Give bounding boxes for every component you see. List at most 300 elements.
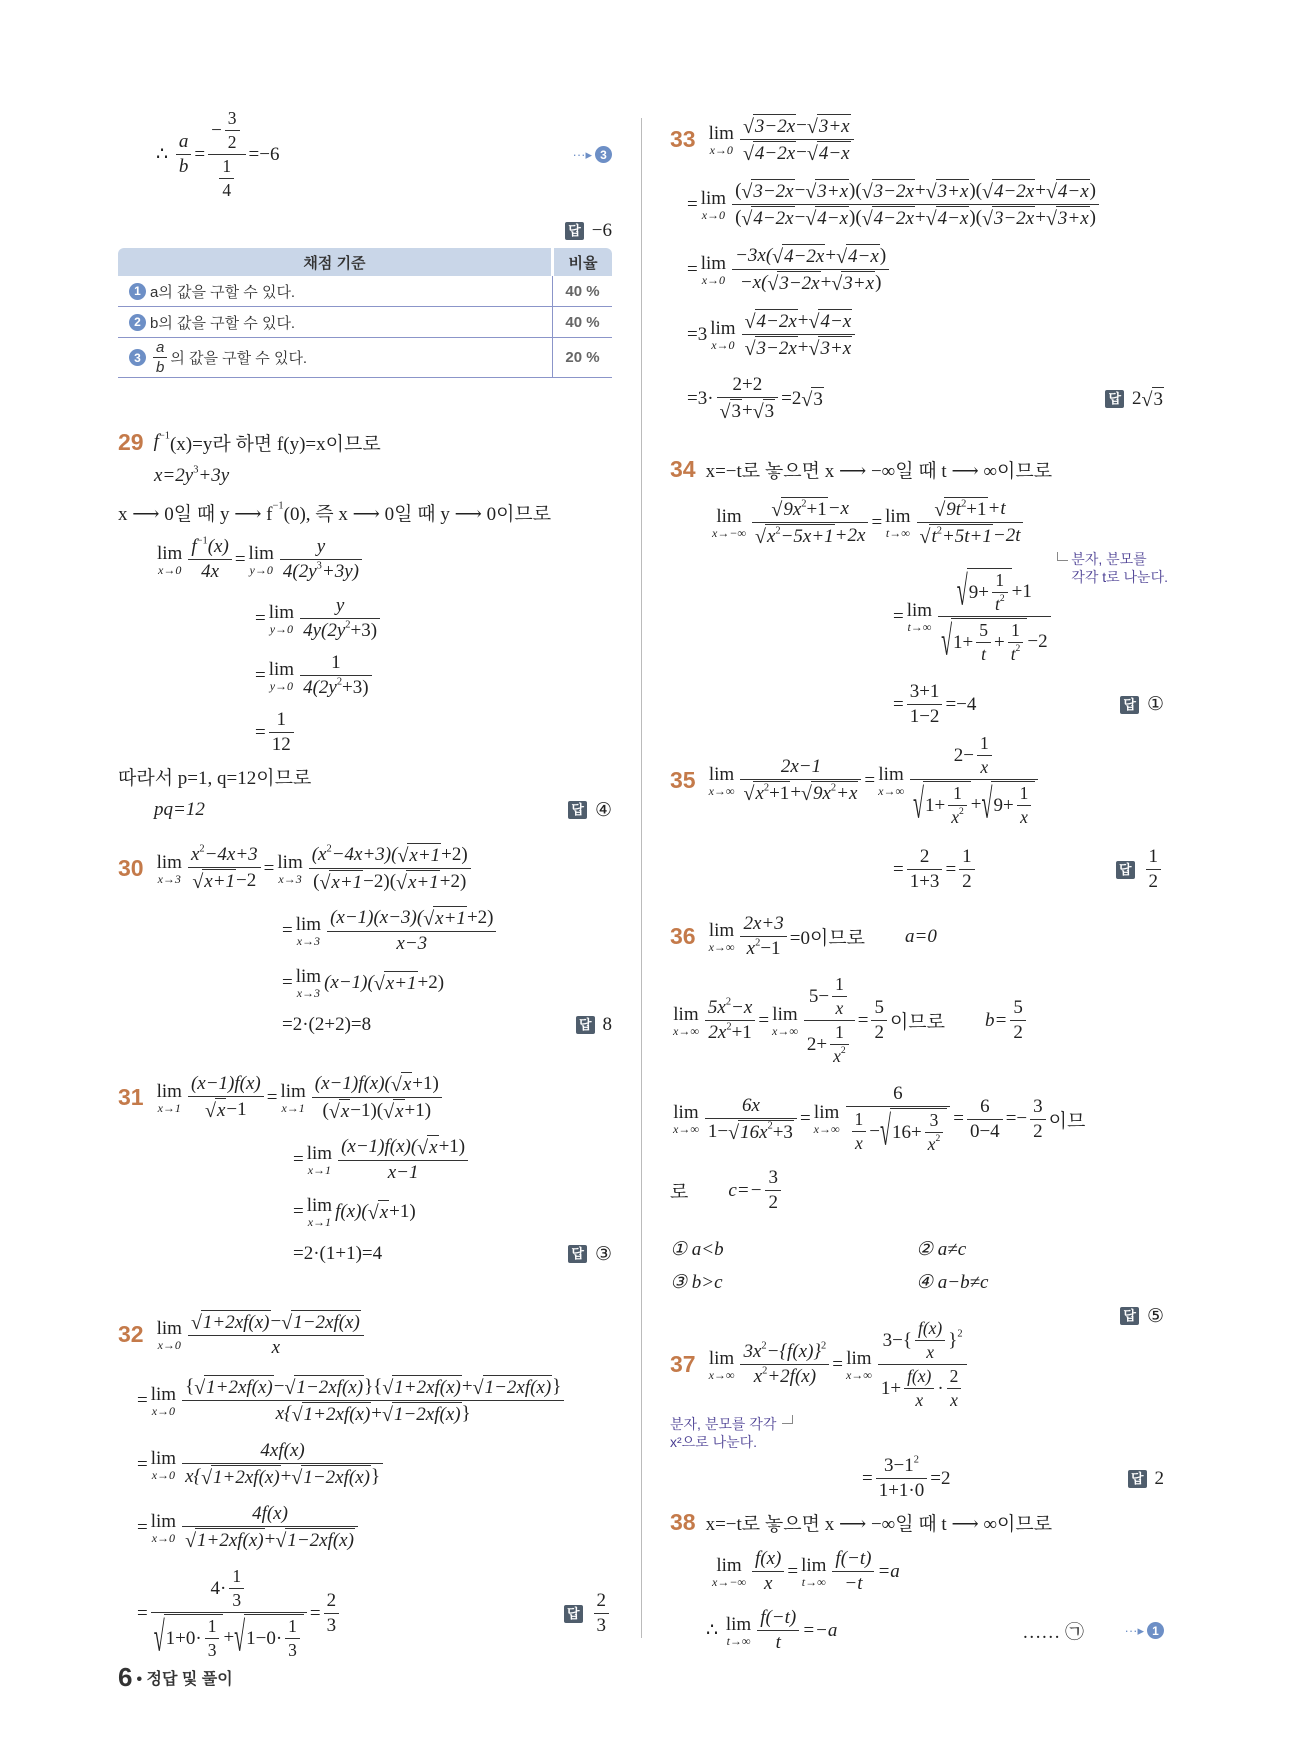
math-text: 3 [1033, 1095, 1043, 1117]
math-text: = [255, 664, 266, 686]
lim-word: lim [306, 1142, 333, 1164]
solution-line [137, 1375, 612, 1426]
math-text: (x−1)( [324, 972, 374, 993]
radicand-text: 3−2x [993, 208, 1035, 229]
math-text: } [461, 1403, 471, 1424]
math-text: x{ [275, 1403, 292, 1424]
limit-operator [814, 1103, 840, 1135]
math-text: 3−1 [884, 1455, 914, 1476]
lim-word: lim [725, 1613, 752, 1635]
lim-word: lim [710, 317, 736, 339]
math-text: + [914, 180, 926, 201]
math-text: +2) [417, 972, 445, 993]
math-text: = [758, 1009, 770, 1031]
radical-sign-icon: √ [880, 1108, 891, 1156]
math-group [735, 244, 886, 268]
numerator [832, 1548, 874, 1571]
lim-subscript: x→∞ [772, 1023, 798, 1038]
math-text: =3· [687, 387, 714, 409]
square-root [728, 1120, 794, 1144]
math-group [154, 1072, 445, 1123]
math-text: = [255, 607, 266, 629]
math-text: 5 [979, 620, 988, 640]
math-group [893, 568, 1054, 665]
radicand-text: 4−2x [784, 246, 825, 267]
step-number-icon: 1 [129, 283, 146, 300]
square-root [831, 271, 875, 295]
fraction [208, 108, 245, 201]
numerator [314, 536, 328, 559]
radicand [992, 179, 1035, 203]
radical-sign-icon: √ [744, 338, 756, 361]
math-text: = [687, 193, 698, 215]
radicand [211, 1465, 281, 1489]
math-text: ⑤ [1146, 1305, 1164, 1327]
radical-sign-icon: √ [744, 311, 756, 334]
math-group [670, 974, 1029, 1067]
lim-word: lim [157, 542, 183, 564]
fraction [907, 846, 943, 893]
superscript: 2 [913, 1454, 919, 1466]
math-group [743, 141, 851, 165]
table-row [118, 338, 612, 378]
lim-word: lim [878, 763, 904, 785]
denominator [225, 130, 240, 153]
numerator [333, 595, 347, 618]
page-footer [118, 1662, 233, 1693]
math-text: 1+ [953, 631, 974, 653]
lim-subscript: x→0 [701, 207, 726, 222]
answer-label-icon: 답 [1120, 696, 1139, 714]
lim-word: lim [708, 1347, 735, 1369]
math-text: ) [1089, 180, 1096, 201]
math-text: 5 [1013, 997, 1023, 1018]
problem-number: 37 [670, 1351, 696, 1377]
math-text: (x)=y라 하면 f(y)=x이므로 [169, 433, 381, 455]
math-text: ( [313, 871, 320, 892]
math-text: 0−4 [969, 1120, 1000, 1142]
math-text: = [953, 1108, 964, 1129]
superscript: 2 [961, 498, 967, 510]
radicand-text: 1+2xf(x) [213, 1467, 280, 1488]
math-text: x [766, 526, 776, 547]
lim-word: lim [280, 1080, 306, 1102]
numerator [309, 843, 471, 868]
denominator [832, 1571, 874, 1595]
step-number-icon: 3 [595, 146, 612, 163]
denominator [907, 704, 943, 728]
radicand [401, 1072, 412, 1096]
radicand-text: 3+x [1057, 208, 1089, 229]
math-text: (x) [207, 536, 229, 557]
denominator [915, 1340, 945, 1363]
superscript: 2 [830, 782, 837, 794]
math-text: =2 [781, 387, 802, 409]
radicand-text: 3+x [817, 181, 849, 202]
superscript: 3 [316, 560, 322, 572]
square-root [741, 179, 794, 203]
radicand [195, 1528, 265, 1552]
math-group [246, 1616, 303, 1661]
step-marker [1124, 1622, 1164, 1639]
square-root [397, 843, 441, 867]
radical-sign-icon: √ [754, 526, 766, 549]
math-text: = [832, 1353, 843, 1375]
fraction [830, 1022, 849, 1067]
lim-subscript: x→∞ [708, 939, 735, 954]
lim-subscript: x→∞ [813, 1122, 840, 1136]
math-text: = [864, 769, 876, 791]
denominator [285, 1638, 300, 1661]
math-text: ∴ [706, 1620, 723, 1641]
math-text: =2·(2+2)=8 [282, 1014, 372, 1035]
math-text: ③ [594, 1243, 612, 1265]
math-text: 4xf(x) [260, 1440, 305, 1461]
square-root [382, 1402, 462, 1426]
lim-subscript: t→∞ [885, 525, 910, 540]
fraction [182, 1375, 564, 1426]
math-text: 2 [874, 1022, 884, 1043]
square-root [982, 206, 1035, 230]
square-root [805, 179, 849, 203]
numerator [907, 681, 943, 704]
side-note-line: 각각 t로 나눈다. [1071, 569, 1168, 585]
radicand [730, 399, 743, 423]
math-text: x [926, 1342, 934, 1362]
radicand-text: 3+x [818, 116, 850, 137]
radicand [765, 524, 835, 548]
problem-31-solution [118, 1072, 612, 1268]
fraction [732, 244, 889, 295]
math-text: a [178, 131, 189, 152]
lim-subscript: y→0 [269, 621, 294, 636]
math-text: = [137, 1602, 148, 1624]
lim-subscript: x→3 [296, 986, 321, 1000]
denominator [182, 1463, 383, 1489]
math-text: −4x+3)( [331, 844, 398, 865]
math-text: −1)( [350, 1100, 384, 1121]
math-text: = [194, 143, 206, 165]
math-text: f(x) [918, 1318, 943, 1338]
math-group [118, 763, 311, 790]
radicand-text: 4−x [937, 208, 969, 229]
solution-line [118, 1072, 612, 1123]
denominator [1010, 1020, 1026, 1044]
lim-word: lim [708, 919, 735, 941]
radical-sign-icon: √ [742, 116, 754, 139]
fraction [300, 652, 372, 699]
square-root [836, 244, 880, 268]
solution-line [709, 1548, 1164, 1595]
math-text: = [871, 511, 883, 533]
math-text: =−4 [945, 693, 977, 715]
denominator [153, 357, 167, 376]
radicand-text: 4−x [1057, 181, 1089, 202]
math-text: +3y [198, 465, 230, 486]
math-text: = [266, 1086, 278, 1108]
math-text: t [994, 594, 1000, 614]
math-text: 3x [743, 1341, 762, 1362]
numerator [890, 1083, 906, 1106]
answer-label-icon: 답 [1128, 1470, 1147, 1488]
math-text: ④ [594, 799, 612, 821]
radical-sign-icon: √ [1045, 208, 1057, 231]
superscript: 2 [345, 619, 351, 631]
math-text: )( [969, 180, 983, 201]
math-text: } [552, 1376, 562, 1397]
square-root [194, 1375, 274, 1399]
math-text: − [869, 1120, 880, 1142]
radicand [815, 206, 849, 230]
math-text: −1 [760, 938, 781, 959]
superscript: 2 [755, 937, 761, 949]
fraction [917, 497, 1024, 548]
math-text: 이므로 [889, 1012, 945, 1033]
math-text: 5 [874, 997, 884, 1018]
radicand-text: 1+2xf(x) [202, 1312, 270, 1333]
math-text: − [211, 119, 222, 141]
fraction [705, 1095, 797, 1144]
superscript: 2 [936, 525, 942, 537]
answer-label-icon: 답 [568, 801, 587, 819]
math-text: 2 [1013, 1022, 1023, 1043]
math-text: 2 [227, 132, 237, 152]
math-text: =−a [802, 1619, 838, 1641]
math-text: +3y) [321, 561, 359, 582]
math-text: = [309, 1602, 321, 1624]
solution-line [293, 1135, 612, 1184]
solution-line [293, 1240, 612, 1268]
radicand-text: x+1 [408, 872, 439, 893]
radicand [890, 1108, 947, 1155]
solution-line [706, 1607, 1164, 1654]
lim-subscript: x→0 [151, 1530, 176, 1545]
solution-line [282, 1011, 612, 1039]
fraction [742, 309, 856, 360]
radicand [384, 971, 418, 995]
header-ratio: 비율 [553, 248, 613, 276]
fraction [219, 156, 234, 201]
math-group [735, 206, 1096, 230]
math-group [283, 561, 359, 583]
radicand [406, 870, 440, 894]
numerator [1146, 846, 1162, 869]
math-text: x [763, 1573, 773, 1594]
square-root [862, 179, 915, 203]
denominator [705, 1118, 797, 1144]
math-text: − [796, 115, 807, 136]
math-text: 4 [222, 180, 232, 200]
denominator [967, 1119, 1003, 1143]
superscript: 2 [840, 1045, 846, 1057]
radical-sign-icon: √ [752, 401, 764, 424]
lim-word: lim [700, 252, 727, 274]
square-root [374, 971, 418, 995]
square-root [771, 497, 827, 521]
numerator [947, 1366, 962, 1388]
math-group [893, 846, 978, 893]
math-group [849, 1108, 948, 1155]
math-text: 3+1 [909, 681, 940, 702]
radical-sign-icon: √ [153, 1614, 165, 1662]
math-text: −x [731, 997, 753, 1018]
math-group [957, 568, 1032, 615]
fraction [732, 179, 1099, 230]
math-text: x [951, 807, 959, 827]
math-text: f(x) [754, 1548, 782, 1569]
math-text: +1) [412, 1073, 439, 1094]
math-text: ) [875, 272, 882, 293]
fraction [338, 1135, 468, 1184]
radical-sign-icon: √ [982, 181, 993, 204]
numerator [852, 1109, 867, 1131]
radical-sign-icon: √ [319, 872, 331, 895]
square-root [234, 1614, 304, 1661]
numerator [594, 1590, 610, 1613]
scoring-criteria-table [118, 248, 612, 378]
problem-35-solution [670, 733, 1164, 893]
radicand [818, 309, 852, 333]
superscript: 2 [763, 782, 770, 794]
radicand-text: x [379, 1202, 389, 1223]
math-text: −t [844, 1573, 863, 1594]
numerator [732, 244, 889, 269]
radicand [782, 244, 825, 268]
fraction [188, 1073, 264, 1122]
radical-sign-icon: √ [771, 499, 783, 522]
denominator [876, 1478, 928, 1502]
fraction [285, 1616, 300, 1661]
solution-line [118, 1310, 612, 1359]
radicand [215, 1098, 226, 1122]
square-root [926, 179, 970, 203]
radical-sign-icon: √ [190, 1312, 202, 1335]
radicand [378, 1200, 389, 1224]
radical-sign-icon: √ [472, 1377, 484, 1400]
math-text: f(−t) [760, 1607, 797, 1628]
denominator [705, 1020, 755, 1044]
math-group [670, 1083, 1085, 1155]
lim-subscript: x→0 [158, 562, 182, 577]
radical-sign-icon: √ [417, 1137, 429, 1160]
radical-sign-icon: √ [382, 1377, 394, 1400]
fraction [327, 906, 496, 955]
numerator [778, 756, 824, 779]
limit-operator [277, 853, 302, 885]
math-text: 2− [953, 744, 974, 766]
problem-number: 29 [118, 428, 144, 455]
math-group [755, 524, 865, 548]
radicand-text: x+1 [409, 845, 441, 866]
lim-subscript: x→3 [296, 933, 321, 948]
fraction [846, 1083, 951, 1155]
math-text: x [915, 1390, 924, 1410]
math-group [591, 1590, 613, 1637]
math-text: b [178, 156, 189, 177]
superscript: 2 [725, 996, 732, 1008]
denominator [300, 618, 380, 642]
criteria-cell [118, 307, 553, 338]
dotted-arrow-icon: ···▸ [572, 146, 592, 162]
limit-operator [712, 507, 746, 539]
numerator [219, 156, 234, 178]
solution-line [118, 498, 612, 526]
solution-line [118, 217, 612, 245]
problem-37-solution [670, 1318, 1164, 1502]
math-text: 12 [271, 734, 291, 755]
square-root [745, 336, 798, 360]
radicand [818, 336, 852, 360]
table-row [118, 307, 612, 338]
math-text: 5− [808, 985, 830, 1007]
limit-operator [709, 124, 734, 156]
radical-sign-icon: √ [291, 1467, 303, 1490]
denominator [948, 805, 967, 828]
solution-line [687, 374, 1164, 423]
math-text: f(x) [907, 1366, 932, 1386]
answer [1116, 846, 1164, 893]
fraction [1017, 783, 1032, 828]
dotted-arrow-icon: ···▸ [1124, 1622, 1144, 1638]
radicand-text: 1−2xf(x) [393, 1404, 461, 1425]
math-text: 1 [1148, 846, 1158, 867]
numerator [312, 1072, 442, 1097]
numerator [992, 570, 1007, 592]
math-group [185, 1375, 561, 1399]
lim-word: lim [708, 122, 734, 144]
limit-operator [307, 1196, 332, 1228]
math-text: 1− [707, 1120, 729, 1142]
denominator [188, 1335, 364, 1359]
radicand-text: 1−2xf(x) [287, 1530, 354, 1551]
math-text: y [335, 595, 345, 616]
denominator [832, 996, 847, 1019]
fraction [176, 131, 192, 178]
lim-subscript: x→0 [151, 1467, 176, 1482]
math-text: 1−2 [909, 706, 940, 727]
numerator [153, 339, 167, 357]
limit-operator [878, 765, 904, 797]
radicand [841, 271, 875, 295]
math-text: ( [735, 180, 742, 201]
denominator [878, 1364, 968, 1411]
denominator [269, 732, 294, 756]
math-text: = [234, 548, 246, 570]
math-text: 1+1·0 [878, 1480, 925, 1501]
radicand-text: x [340, 1101, 350, 1122]
superscript: −1 [158, 430, 170, 442]
fraction [1146, 846, 1162, 893]
radicand-text: x [395, 1101, 404, 1122]
math-text: +x [836, 783, 858, 804]
math-group [211, 108, 242, 153]
numerator [832, 974, 847, 996]
section-title: • 정답 및 풀이 [136, 1671, 233, 1688]
square-root [1046, 206, 1090, 230]
math-text: 2 [326, 1590, 337, 1611]
denominator [1008, 642, 1024, 665]
square-root [926, 206, 970, 230]
math-group [118, 499, 551, 526]
limit-operator [772, 1005, 798, 1037]
choice-option: ① a<b [670, 1239, 724, 1260]
solution-line [255, 709, 612, 756]
math-group [216, 156, 237, 201]
math-group [995, 594, 1005, 615]
fraction [992, 570, 1008, 615]
radicand [427, 1135, 438, 1159]
numerator [1030, 1096, 1046, 1119]
